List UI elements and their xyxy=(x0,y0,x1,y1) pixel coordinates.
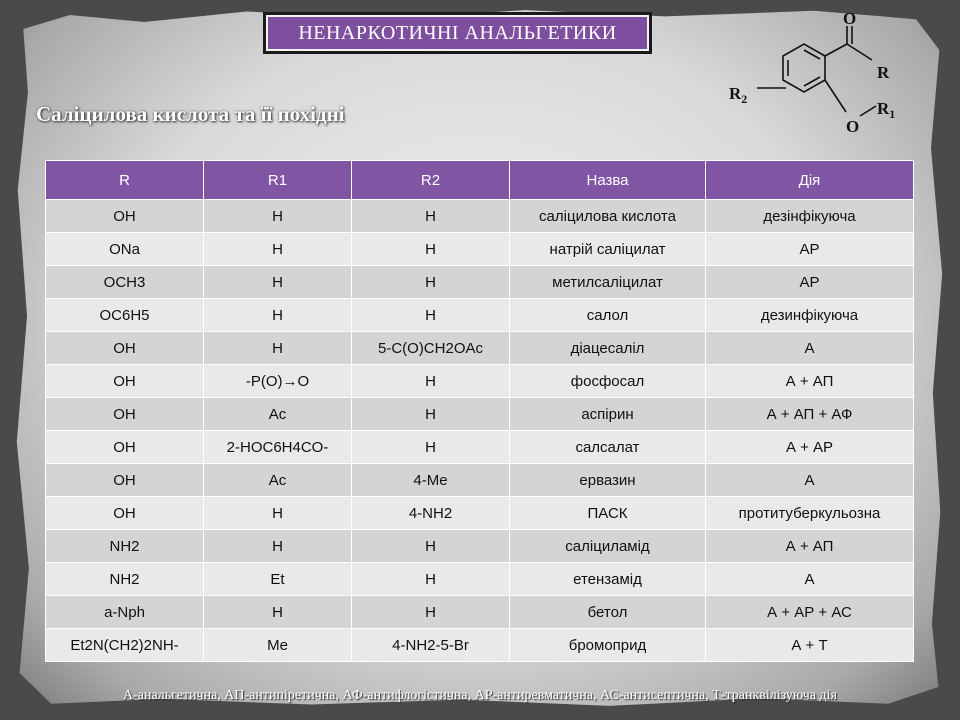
cell-name: бромоприд xyxy=(510,629,706,662)
label-r2: R xyxy=(729,84,742,103)
cell-name: натрій саліцилат xyxy=(510,233,706,266)
table-row xyxy=(46,299,914,332)
page-title: НЕНАРКОТИЧНІ АНАЛЬГЕТИКИ xyxy=(268,17,647,49)
cell-r: OC6H5 xyxy=(46,299,204,332)
label-r1-sub: 1 xyxy=(889,107,896,121)
cell-name: аспірин xyxy=(510,398,706,431)
table-body xyxy=(46,200,914,662)
derivatives-table xyxy=(45,160,914,662)
cell-r1: Me xyxy=(204,629,352,662)
table-row xyxy=(46,431,914,464)
table-row xyxy=(46,596,914,629)
cell-r2: H xyxy=(352,431,510,464)
cell-name: фосфосал xyxy=(510,365,706,398)
cell-r: OH xyxy=(46,398,204,431)
cell-r2: H xyxy=(352,365,510,398)
cell-name: бетол xyxy=(510,596,706,629)
table-row xyxy=(46,332,914,365)
svg-text:R1 xyxy=(877,99,895,121)
cell-r2: 5-C(O)CH2OAc xyxy=(352,332,510,365)
table-row xyxy=(46,530,914,563)
cell-r: ONa xyxy=(46,233,204,266)
table-row xyxy=(46,563,914,596)
cell-r1: H xyxy=(204,200,352,233)
section-subtitle: Саліцилова кислота та її похідні xyxy=(36,102,345,126)
header-r1: R1 xyxy=(204,161,352,200)
label-r1: R xyxy=(877,99,890,118)
cell-r: NH2 xyxy=(46,530,204,563)
cell-r2: H xyxy=(352,530,510,563)
table-row xyxy=(46,200,914,233)
benzene-ring xyxy=(783,44,825,92)
cell-r: OH xyxy=(46,332,204,365)
header-action: Дія xyxy=(706,161,914,200)
cell-r2: 4-Me xyxy=(352,464,510,497)
cell-r: OH xyxy=(46,497,204,530)
cell-r2: H xyxy=(352,200,510,233)
header-r2: R2 xyxy=(352,161,510,200)
cell-r1: Ac xyxy=(204,398,352,431)
cell-action: дезинфікуюча xyxy=(706,299,914,332)
cell-name: салсалат xyxy=(510,431,706,464)
cell-r1: Ac xyxy=(204,464,352,497)
cell-name: ервазин xyxy=(510,464,706,497)
header-r: R xyxy=(46,161,204,200)
label-r: R xyxy=(877,63,890,82)
cell-action: А + АР xyxy=(706,431,914,464)
cell-r1: H xyxy=(204,332,352,365)
cell-r1: 2-HOC6H4CO- xyxy=(204,431,352,464)
cell-r: OH xyxy=(46,365,204,398)
cell-r1: H xyxy=(204,299,352,332)
cell-name: етензамід xyxy=(510,563,706,596)
label-o-top: O xyxy=(843,9,857,28)
cell-r2: H xyxy=(352,596,510,629)
cell-action: АР xyxy=(706,233,914,266)
cell-r: OCH3 xyxy=(46,266,204,299)
table-row xyxy=(46,266,914,299)
cell-action: А + АП xyxy=(706,365,914,398)
cell-r: a-Nph xyxy=(46,596,204,629)
svg-text:R2 xyxy=(729,84,747,106)
table-row xyxy=(46,398,914,431)
table-row xyxy=(46,233,914,266)
header-name: Назва xyxy=(510,161,706,200)
cell-r2: H xyxy=(352,563,510,596)
cell-r: OH xyxy=(46,200,204,233)
salicylic-structure-diagram xyxy=(722,6,922,146)
label-o-bottom: O xyxy=(846,117,860,136)
cell-r2: 4-NH2 xyxy=(352,497,510,530)
cell-r1: Et xyxy=(204,563,352,596)
cell-r1: H xyxy=(204,233,352,266)
cell-name: саліцилова кислота xyxy=(510,200,706,233)
cell-action: АР xyxy=(706,266,914,299)
cell-name: саліциламід xyxy=(510,530,706,563)
legend-footnote: А-анальгетична, АП-антипіретична, АФ-антифлогістична, АР-антиревматична, АС-антисептична, Т-транквілізуюча дія xyxy=(122,688,837,703)
cell-r2: H xyxy=(352,233,510,266)
cell-r2: H xyxy=(352,398,510,431)
cell-action: А xyxy=(706,563,914,596)
cell-name: діацесаліл xyxy=(510,332,706,365)
cell-r1: H xyxy=(204,530,352,563)
cell-action: А + АП + АФ xyxy=(706,398,914,431)
table-row xyxy=(46,497,914,530)
title-box xyxy=(263,12,652,54)
label-r2-sub: 2 xyxy=(741,92,748,106)
cell-r2: 4-NH2-5-Br xyxy=(352,629,510,662)
cell-name: метилсаліцилат xyxy=(510,266,706,299)
table-header-row xyxy=(46,161,914,200)
carbonyl-bond xyxy=(825,44,847,56)
cell-action: А + Т xyxy=(706,629,914,662)
table-row xyxy=(46,629,914,662)
cell-r1: H xyxy=(204,497,352,530)
cell-action: А + АП xyxy=(706,530,914,563)
cell-r2: H xyxy=(352,266,510,299)
table-row xyxy=(46,464,914,497)
cell-r: Et2N(CH2)2NH- xyxy=(46,629,204,662)
cell-r1: -P(O)→O xyxy=(204,365,352,398)
cell-name: салол xyxy=(510,299,706,332)
cell-r1: H xyxy=(204,596,352,629)
cell-r1: H xyxy=(204,266,352,299)
cell-r2: H xyxy=(352,299,510,332)
cell-r: OH xyxy=(46,464,204,497)
cell-name: ПАСК xyxy=(510,497,706,530)
cell-action: А xyxy=(706,332,914,365)
cell-action: А + АР + АС xyxy=(706,596,914,629)
cell-action: А xyxy=(706,464,914,497)
cell-action: дезінфікуюча xyxy=(706,200,914,233)
cell-action: протитуберкульозна xyxy=(706,497,914,530)
table-row xyxy=(46,365,914,398)
cell-r: OH xyxy=(46,431,204,464)
cell-r: NH2 xyxy=(46,563,204,596)
